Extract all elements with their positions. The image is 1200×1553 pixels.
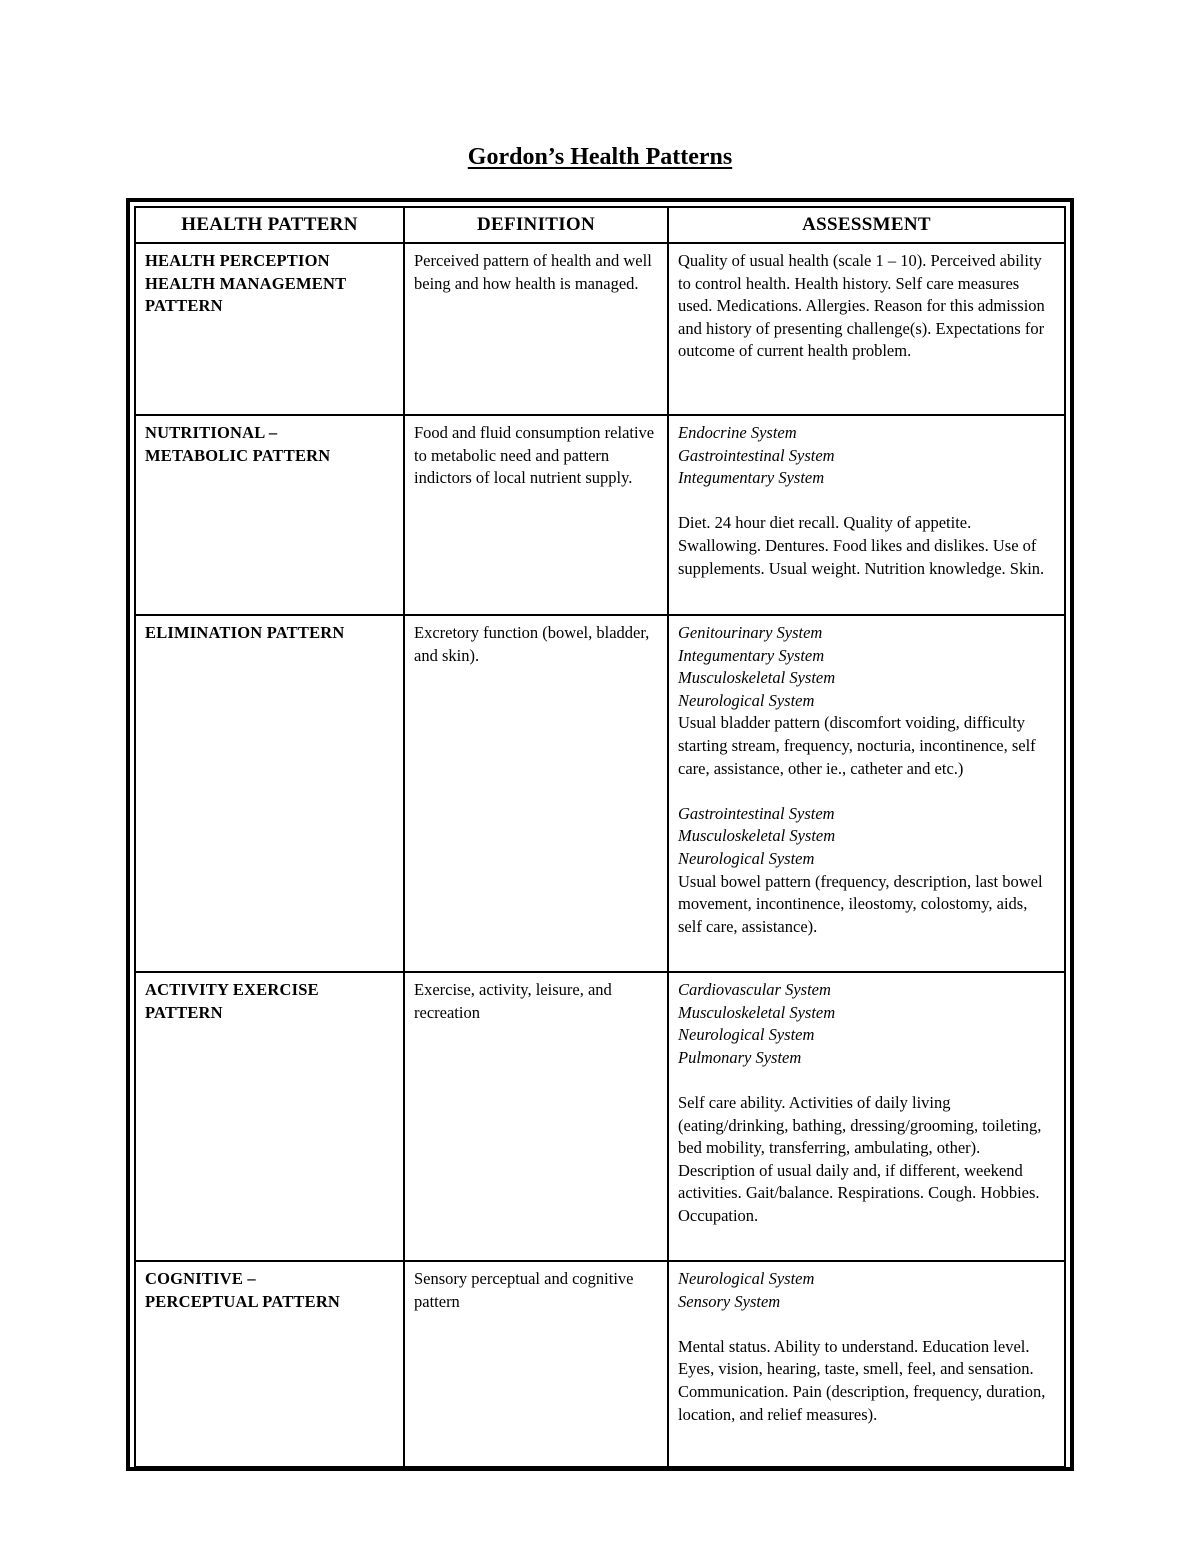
body-system-label: Gastrointestinal System — [678, 803, 835, 823]
assessment-cell — [668, 243, 1065, 415]
body-system-label: Neurological System — [678, 848, 815, 868]
assessment-text: Self care ability. Activities of daily living (eating/drinking, bathing, dressing/grooming, toileting, bed mobility, transferring, ambulating, other). Description of usual daily and, if different, weekend activities. Gait/balance. Respirations. Cough. Hobbies. Occupation. — [678, 1092, 1042, 1225]
definition-text: Food and fluid consumption relative to metabolic need and pattern indictors of local nutrient supply. — [414, 423, 655, 488]
assessment-text: Usual bowel pattern (frequency, description, last bowel movement, incontinence, ileostomy, colostomy, aids, self care, assistance). — [678, 871, 1043, 936]
health-patterns-table — [134, 206, 1066, 1468]
header-health-pattern: HEALTH PATTERN — [135, 207, 404, 243]
assessment-text: Diet. 24 hour diet recall. Quality of appetite. Swallowing. Dentures. Food likes and dislikes. Use of supplements. Usual weight. Nutrition knowledge. Skin. — [678, 513, 1045, 578]
body-system-label: Musculoskeletal System — [678, 826, 836, 846]
pattern-name-line: PERCEPTUAL PATTERN — [145, 1291, 341, 1311]
pattern-name-line: NUTRITIONAL – — [145, 423, 278, 442]
header-definition: DEFINITION — [404, 207, 668, 243]
paragraph-gap — [678, 1313, 1055, 1336]
paragraph-gap — [678, 780, 1055, 803]
definition-text: Excretory function (bowel, bladder, and skin). — [414, 623, 650, 665]
body-system-label: Integumentary System — [678, 468, 825, 488]
pattern-cell — [135, 415, 404, 615]
pattern-name-line: PATTERN — [145, 1002, 223, 1022]
assessment-text: Mental status. Ability to understand. Education level. Eyes, vision, hearing, taste, smell, feel, and sensation. Communication. Pain (description, frequency, duration, location, and relief measures). — [678, 1336, 1046, 1424]
body-system-label: Pulmonary System — [678, 1047, 802, 1067]
assessment-text: Quality of usual health (scale 1 – 10). Perceived ability to control health. Health history. Self care measures used. Medications. Allergies. Reason for this admission and history of presenting challenge(s). Expectations for outcome of current health problem. — [678, 251, 1045, 361]
body-system-label: Musculoskeletal System — [678, 1002, 836, 1022]
body-system-label: Cardiovascular System — [678, 980, 831, 999]
body-system-label: Integumentary System — [678, 645, 825, 665]
health-patterns-table-frame — [126, 198, 1074, 1471]
paragraph-gap — [678, 490, 1055, 513]
definition-cell — [404, 1261, 668, 1467]
pattern-name-line: HEALTH MANAGEMENT — [145, 273, 347, 293]
definition-cell — [404, 972, 668, 1261]
pattern-name-line: METABOLIC PATTERN — [145, 445, 331, 465]
definition-cell — [404, 243, 668, 415]
definition-cell — [404, 615, 668, 972]
table-body — [135, 243, 1065, 1467]
pattern-cell — [135, 243, 404, 415]
table-row — [135, 1261, 1065, 1467]
body-system-label: Gastrointestinal System — [678, 445, 835, 465]
body-system-label: Genitourinary System — [678, 623, 823, 642]
assessment-cell — [668, 1261, 1065, 1467]
definition-text: Perceived pattern of health and well being and how health is managed. — [414, 251, 652, 293]
assessment-cell — [668, 415, 1065, 615]
definition-text: Exercise, activity, leisure, and recreation — [414, 980, 612, 1022]
header-assessment: ASSESSMENT — [668, 207, 1065, 243]
body-system-label: Sensory System — [678, 1291, 781, 1311]
pattern-cell — [135, 615, 404, 972]
document-title: Gordon’s Health Patterns — [467, 144, 733, 170]
table-row — [135, 243, 1065, 415]
table-header-row — [135, 207, 1065, 243]
body-system-label: Neurological System — [678, 1025, 815, 1045]
assessment-cell — [668, 615, 1065, 972]
table-row — [135, 415, 1065, 615]
table-row — [135, 615, 1065, 972]
table-row — [135, 972, 1065, 1261]
body-system-label: Musculoskeletal System — [678, 668, 836, 688]
pattern-name-line: ELIMINATION PATTERN — [145, 623, 345, 642]
pattern-name-line: HEALTH PERCEPTION — [145, 251, 330, 270]
paragraph-gap — [678, 1069, 1055, 1092]
pattern-cell — [135, 1261, 404, 1467]
pattern-name-line: PATTERN — [145, 296, 223, 316]
pattern-name-line: ACTIVITY EXERCISE — [145, 980, 319, 999]
definition-text: Sensory perceptual and cognitive pattern — [414, 1269, 634, 1311]
assessment-text: Usual bladder pattern (discomfort voiding, difficulty starting stream, frequency, nocturia, incontinence, self care, assistance, other ie., catheter and etc.) — [678, 713, 1036, 778]
assessment-cell — [668, 972, 1065, 1261]
body-system-label: Neurological System — [678, 1269, 815, 1288]
body-system-label: Endocrine System — [678, 423, 797, 442]
pattern-cell — [135, 972, 404, 1261]
pattern-name-line: COGNITIVE – — [145, 1269, 256, 1288]
body-system-label: Neurological System — [678, 690, 815, 710]
definition-cell — [404, 415, 668, 615]
